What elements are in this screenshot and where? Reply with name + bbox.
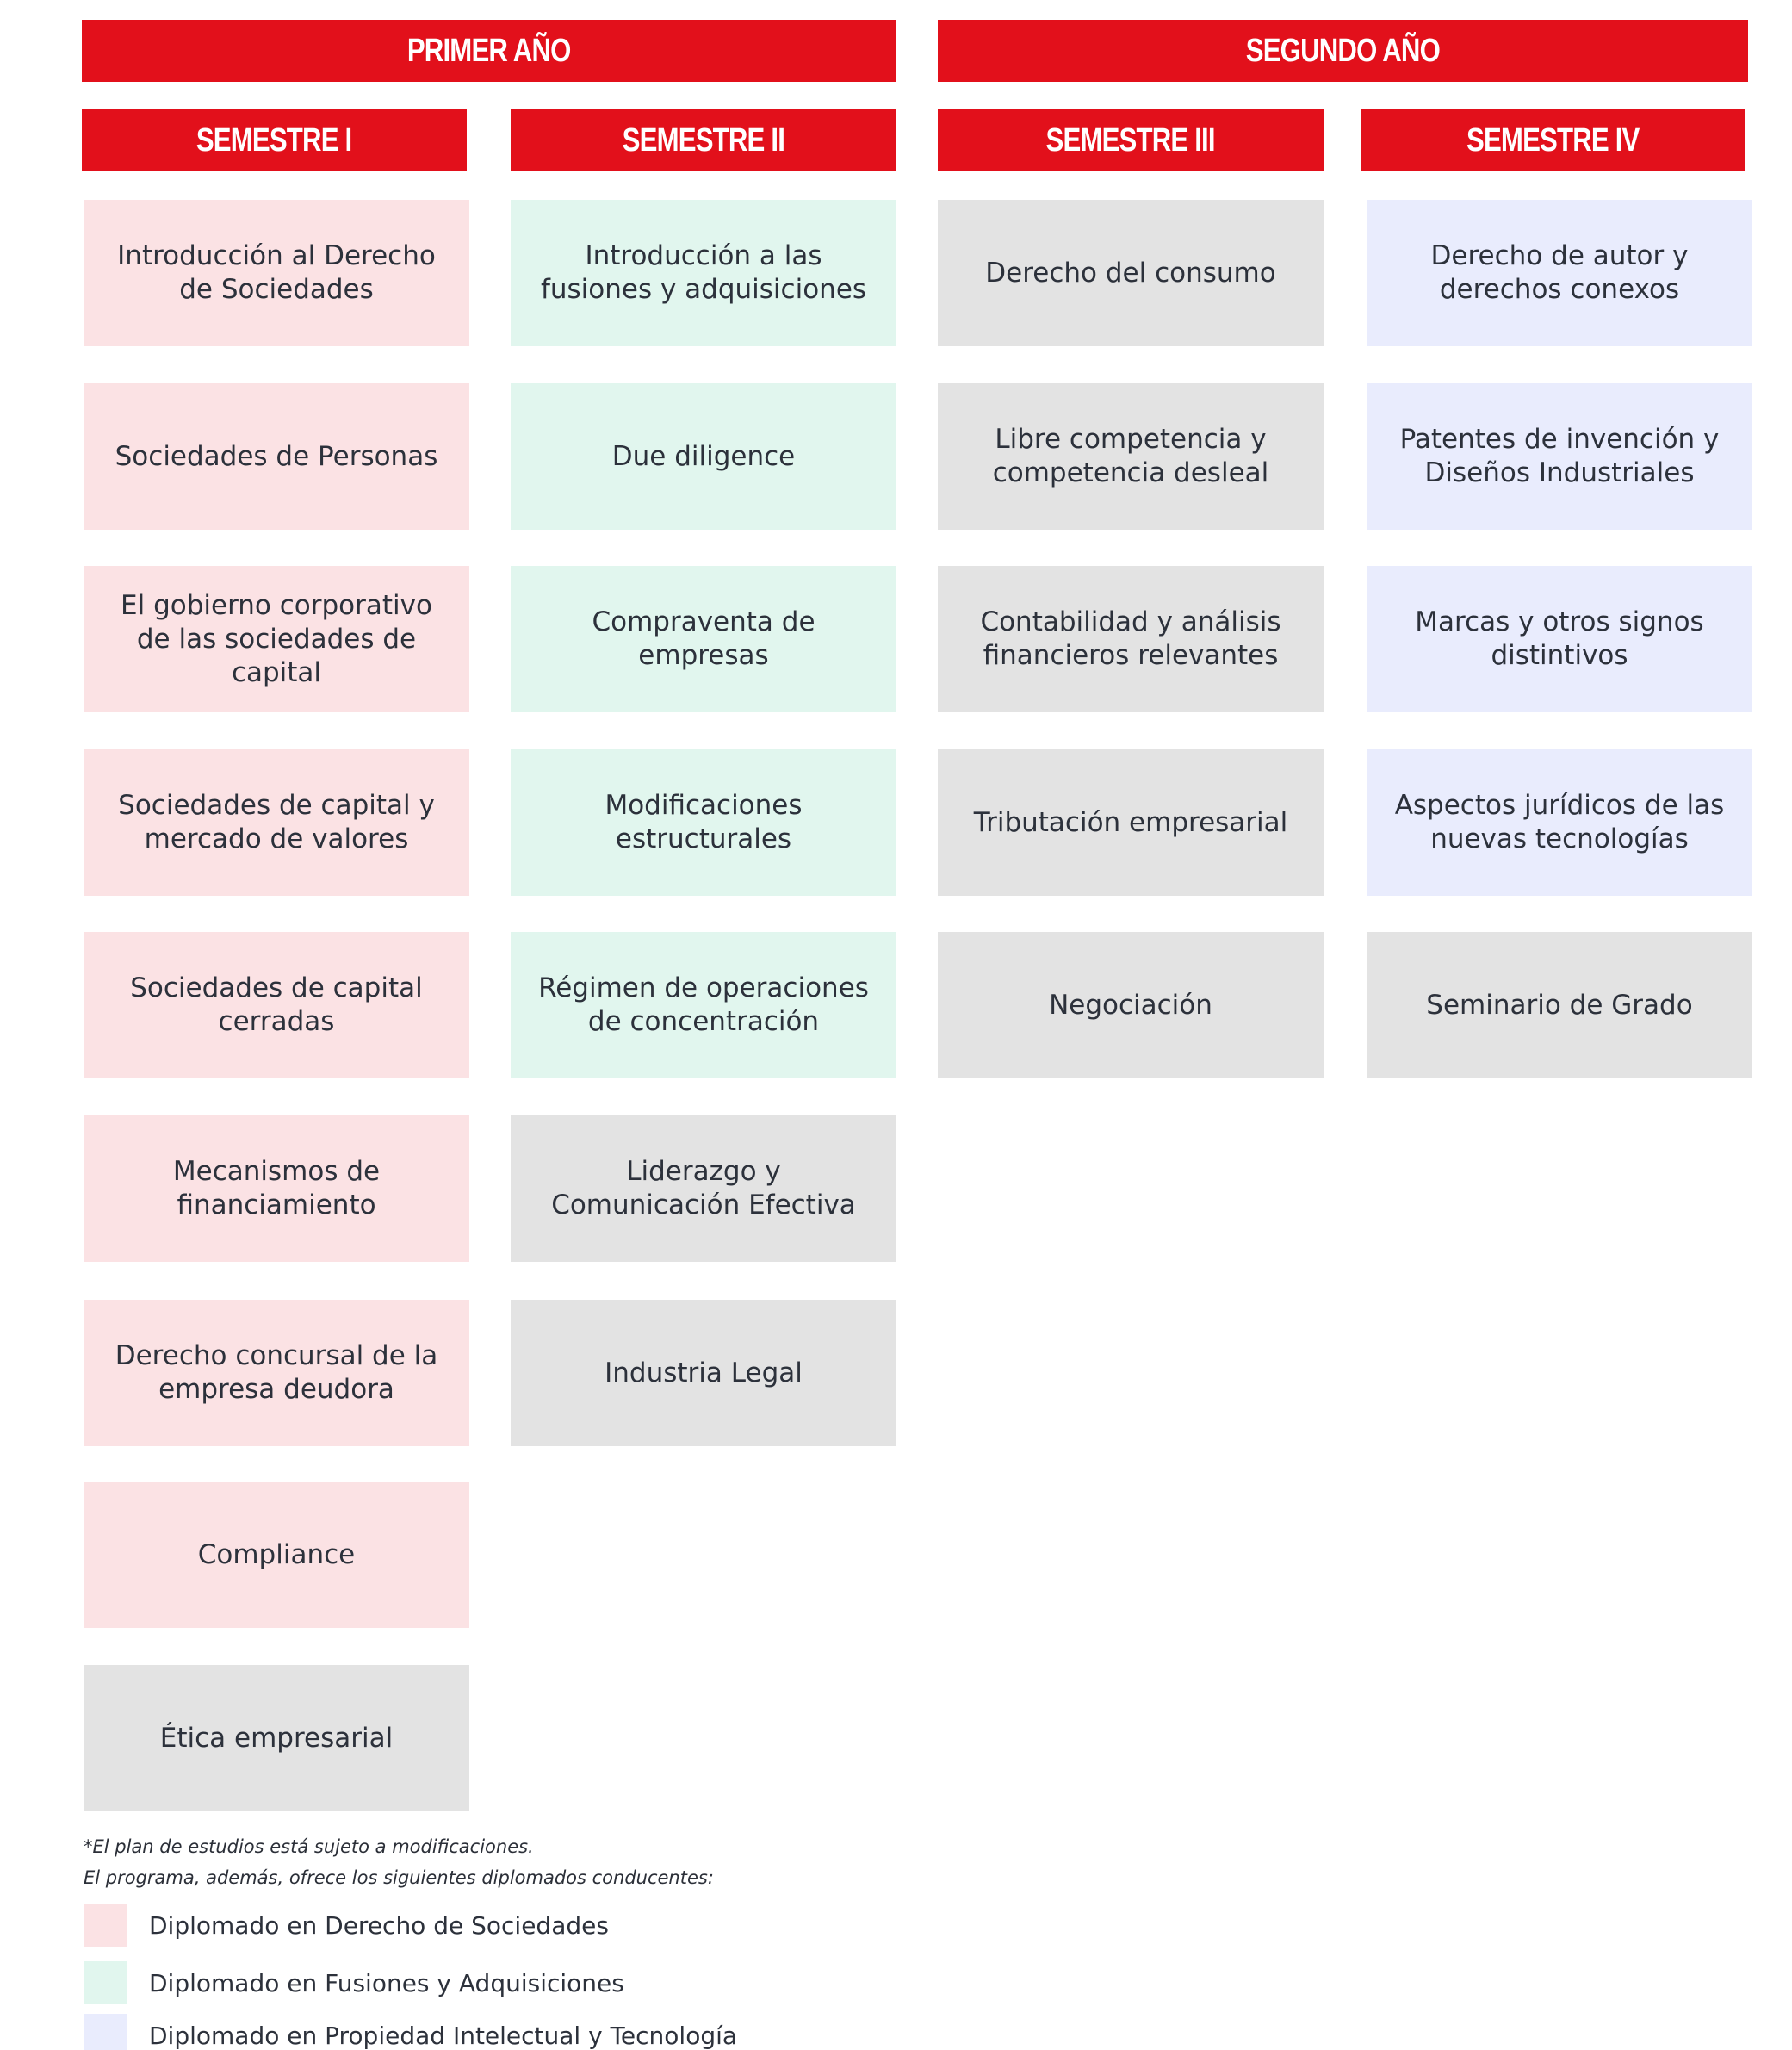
course-card: Introducción a las fusiones y adquisiciones — [511, 200, 896, 346]
semester-4-header: SEMESTRE IV — [1361, 109, 1745, 171]
semester-3-header: SEMESTRE III — [938, 109, 1324, 171]
course-card: Derecho del consumo — [938, 200, 1324, 346]
course-card: Ética empresarial — [84, 1665, 469, 1811]
legend-item-propiedad-intelectual — [84, 2014, 737, 2050]
second-year-header: SEGUNDO AÑO — [938, 20, 1748, 82]
course-card: Sociedades de Personas — [84, 383, 469, 530]
legend-label: Diplomado en Propiedad Intelectual y Tecnología — [149, 2021, 738, 2050]
course-card: Sociedades de capital cerradas — [84, 932, 469, 1078]
course-card: Derecho concursal de la empresa deudora — [84, 1300, 469, 1446]
course-card: Marcas y otros signos distintivos — [1367, 566, 1752, 712]
semester-1-header: SEMESTRE I — [82, 109, 467, 171]
course-card: Régimen de operaciones de concentración — [511, 932, 896, 1078]
course-card: Sociedades de capital y mercado de valores — [84, 749, 469, 896]
course-card: Negociación — [938, 932, 1324, 1078]
course-card: Tributación empresarial — [938, 749, 1324, 896]
course-card: Derecho de autor y derechos conexos — [1367, 200, 1752, 346]
first-year-header: PRIMER AÑO — [82, 20, 896, 82]
course-card: Mecanismos de financiamiento — [84, 1115, 469, 1262]
course-card: El gobierno corporativo de las sociedades de capital — [84, 566, 469, 712]
legend-item-sociedades — [84, 1904, 609, 1947]
course-card: Contabilidad y análisis financieros relevantes — [938, 566, 1324, 712]
course-card: Due diligence — [511, 383, 896, 530]
course-card: Seminario de Grado — [1367, 932, 1752, 1078]
legend-label: Diplomado en Derecho de Sociedades — [149, 1910, 609, 1940]
diplomas-intro-note: El programa, además, ofrece los siguientes diplomados conducentes: — [84, 1867, 714, 1888]
course-card: Compliance — [84, 1482, 469, 1628]
legend-label: Diplomado en Fusiones y Adquisiciones — [149, 1968, 624, 1997]
legend-swatch-fusiones — [84, 1961, 127, 2004]
legend-swatch-propiedad-intelectual — [84, 2014, 127, 2050]
disclaimer-note: *El plan de estudios está sujeto a modificaciones. — [84, 1836, 534, 1857]
semester-2-header: SEMESTRE II — [511, 109, 896, 171]
legend-swatch-sociedades — [84, 1904, 127, 1947]
course-card: Liderazgo y Comunicación Efectiva — [511, 1115, 896, 1262]
course-card: Aspectos jurídicos de las nuevas tecnologías — [1367, 749, 1752, 896]
course-card: Modificaciones estructurales — [511, 749, 896, 896]
course-card: Patentes de invención y Diseños Industriales — [1367, 383, 1752, 530]
legend-item-fusiones — [84, 1961, 624, 2004]
course-card: Industria Legal — [511, 1300, 896, 1446]
course-card: Compraventa de empresas — [511, 566, 896, 712]
course-card: Libre competencia y competencia desleal — [938, 383, 1324, 530]
course-card: Introducción al Derecho de Sociedades — [84, 200, 469, 346]
